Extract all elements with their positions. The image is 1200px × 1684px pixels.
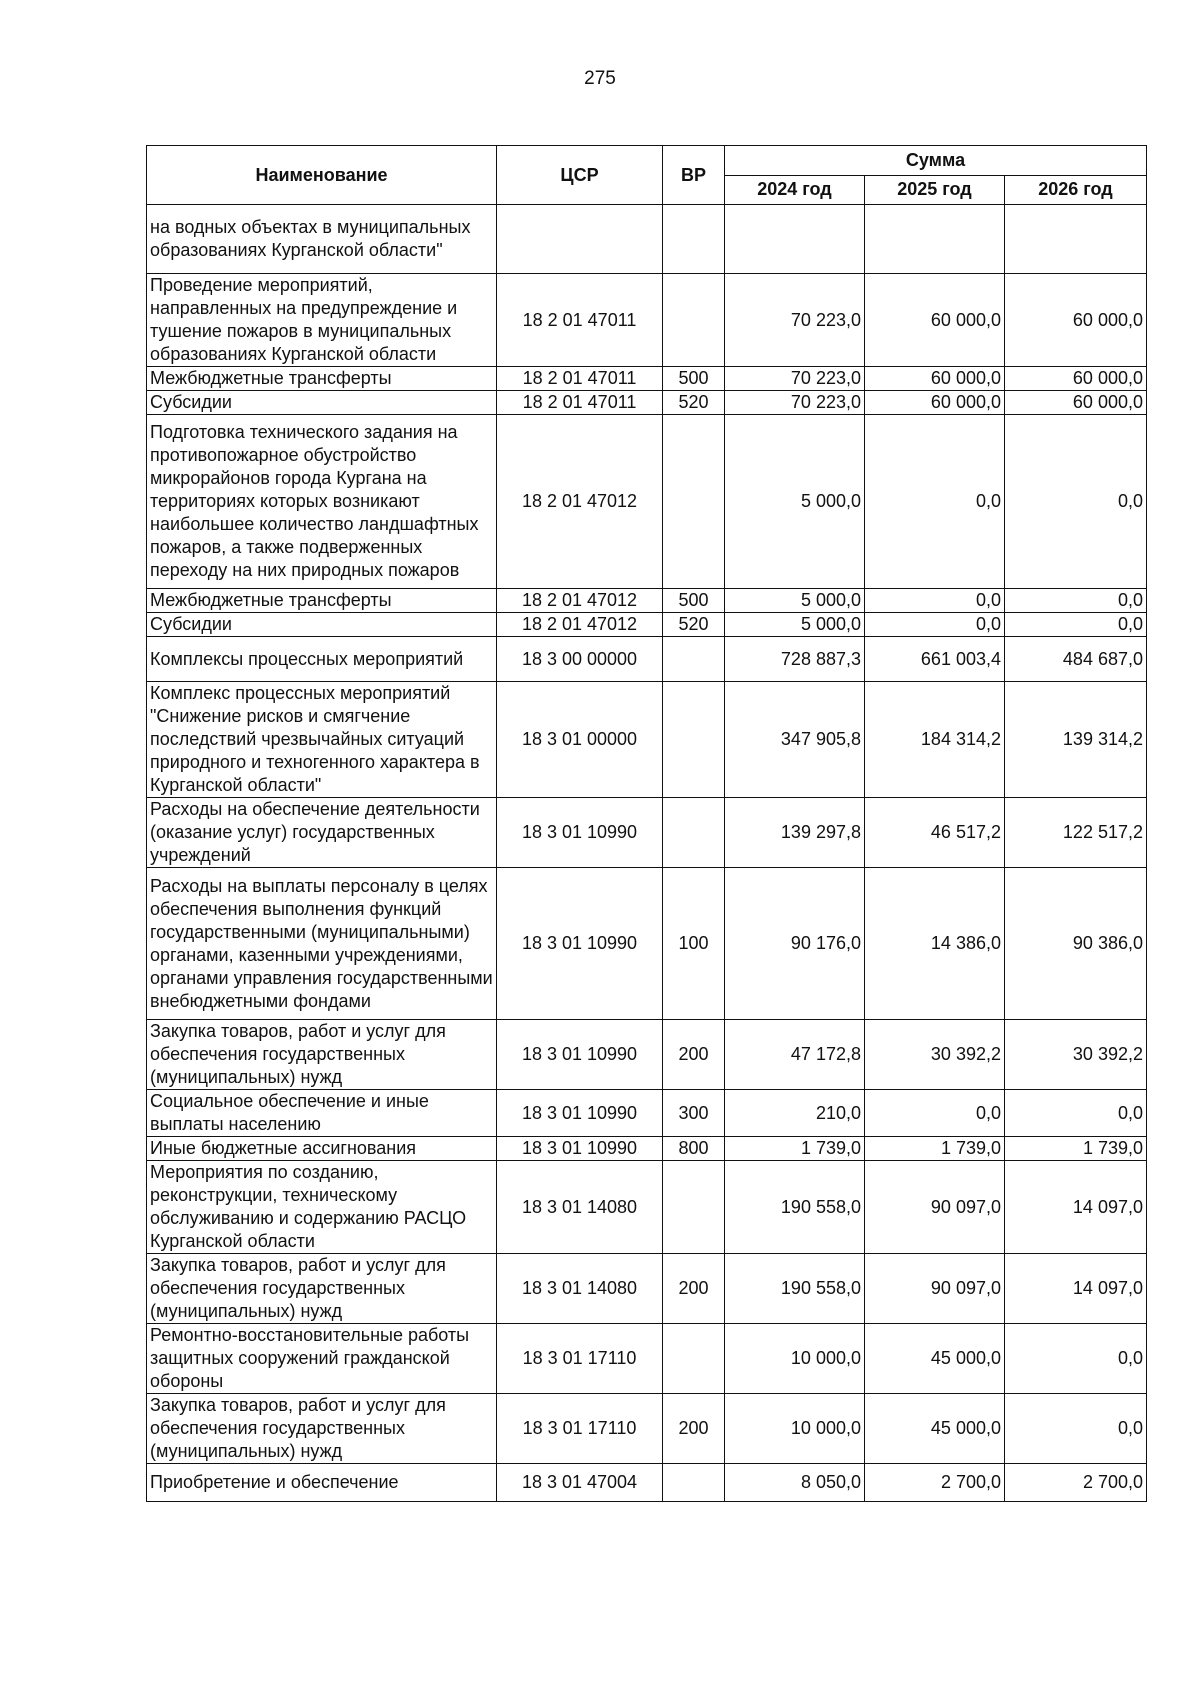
row-vr [663,798,725,868]
row-name: Субсидии [147,613,497,637]
row-value-2026: 60 000,0 [1005,391,1147,415]
row-value-2024: 8 050,0 [725,1464,865,1502]
row-value-2026: 0,0 [1005,1090,1147,1137]
row-vr [663,637,725,682]
row-name: Социальное обеспечение и иные выплаты населению [147,1090,497,1137]
table-row [147,1324,1147,1394]
row-value-2026: 14 097,0 [1005,1254,1147,1324]
row-vr [663,1324,725,1394]
row-value-2025: 0,0 [865,613,1005,637]
row-value-2026: 139 314,2 [1005,682,1147,798]
row-csr: 18 2 01 47012 [497,613,663,637]
row-value-2026: 30 392,2 [1005,1020,1147,1090]
row-value-2025: 1 739,0 [865,1137,1005,1161]
table-row [147,1137,1147,1161]
row-value-2025: 30 392,2 [865,1020,1005,1090]
header-vr: ВР [663,146,725,205]
row-value-2025: 46 517,2 [865,798,1005,868]
row-value-2024: 190 558,0 [725,1254,865,1324]
row-value-2025: 90 097,0 [865,1161,1005,1254]
row-value-2026: 14 097,0 [1005,1161,1147,1254]
row-name: Комплексы процессных мероприятий [147,637,497,682]
row-value-2024: 10 000,0 [725,1394,865,1464]
row-name: Расходы на выплаты персоналу в целях обеспечения выполнения функций государственными (муниципальными) органами, казенными учреждениями, органами управления государственными внебюджетными фондами [147,868,497,1020]
row-value-2024: 5 000,0 [725,415,865,589]
row-value-2025: 0,0 [865,589,1005,613]
table-row [147,1090,1147,1137]
header-csr: ЦСР [497,146,663,205]
row-vr: 500 [663,589,725,613]
row-value-2024: 210,0 [725,1090,865,1137]
row-csr: 18 3 01 10990 [497,1137,663,1161]
row-value-2025: 60 000,0 [865,367,1005,391]
row-value-2024: 70 223,0 [725,391,865,415]
row-vr: 100 [663,868,725,1020]
row-name: на водных объектах в муниципальных образованиях Курганской области" [147,205,497,274]
row-csr: 18 2 01 47012 [497,415,663,589]
row-value-2026: 0,0 [1005,589,1147,613]
row-value-2025: 661 003,4 [865,637,1005,682]
row-value-2024: 5 000,0 [725,589,865,613]
row-vr: 520 [663,391,725,415]
row-value-2024: 5 000,0 [725,613,865,637]
table-row [147,1394,1147,1464]
row-value-2026: 0,0 [1005,613,1147,637]
row-value-2026: 60 000,0 [1005,274,1147,367]
row-vr [663,205,725,274]
row-vr: 520 [663,613,725,637]
row-name: Комплекс процессных мероприятий "Снижение рисков и смягчение последствий чрезвычайных ситуаций природного и техногенного характера в Курганской области" [147,682,497,798]
row-value-2026: 1 739,0 [1005,1137,1147,1161]
row-value-2026: 60 000,0 [1005,367,1147,391]
row-name: Иные бюджетные ассигнования [147,1137,497,1161]
row-name: Межбюджетные трансферты [147,367,497,391]
row-csr: 18 3 01 47004 [497,1464,663,1502]
row-value-2025: 0,0 [865,415,1005,589]
row-value-2024: 728 887,3 [725,637,865,682]
row-csr: 18 3 01 10990 [497,1090,663,1137]
row-vr: 800 [663,1137,725,1161]
budget-table [146,145,1147,1502]
row-csr: 18 3 01 17110 [497,1324,663,1394]
row-value-2024 [725,205,865,274]
row-name: Закупка товаров, работ и услуг для обеспечения государственных (муниципальных) нужд [147,1394,497,1464]
table-row [147,798,1147,868]
row-vr: 200 [663,1254,725,1324]
row-name: Проведение мероприятий, направленных на предупреждение и тушение пожаров в муниципальных образованиях Курганской области [147,274,497,367]
table-row [147,391,1147,415]
row-value-2025: 184 314,2 [865,682,1005,798]
row-value-2026: 122 517,2 [1005,798,1147,868]
table-row [147,1161,1147,1254]
row-value-2026: 0,0 [1005,1394,1147,1464]
row-csr: 18 2 01 47011 [497,274,663,367]
header-year-2025: 2025 год [865,175,1005,205]
row-name: Подготовка технического задания на противопожарное обустройство микрорайонов города Кургана на территориях которых возникают наибольшее количество ландшафтных пожаров, а также подверженных переходу на них природных пожаров [147,415,497,589]
row-value-2024: 47 172,8 [725,1020,865,1090]
row-csr: 18 3 01 10990 [497,1020,663,1090]
page-number: 275 [584,68,616,89]
row-name: Межбюджетные трансферты [147,589,497,613]
table-row [147,1254,1147,1324]
row-value-2026: 90 386,0 [1005,868,1147,1020]
row-vr: 300 [663,1090,725,1137]
row-csr: 18 3 01 10990 [497,798,663,868]
row-name: Мероприятия по созданию, реконструкции, техническому обслуживанию и содержанию РАСЦО Курганской области [147,1161,497,1254]
table-header [147,146,1147,205]
row-value-2026 [1005,205,1147,274]
row-value-2025: 60 000,0 [865,274,1005,367]
row-value-2024: 190 558,0 [725,1161,865,1254]
row-name: Ремонтно-восстановительные работы защитных сооружений гражданской обороны [147,1324,497,1394]
row-csr: 18 3 01 17110 [497,1394,663,1464]
table-row [147,274,1147,367]
row-value-2024: 10 000,0 [725,1324,865,1394]
row-vr [663,1464,725,1502]
table-row [147,1464,1147,1502]
row-csr: 18 3 01 10990 [497,868,663,1020]
row-vr [663,1161,725,1254]
table-row [147,1020,1147,1090]
row-vr: 200 [663,1394,725,1464]
row-value-2025: 14 386,0 [865,868,1005,1020]
table-row [147,415,1147,589]
row-csr: 18 2 01 47011 [497,367,663,391]
header-year-2026: 2026 год [1005,175,1147,205]
row-name: Расходы на обеспечение деятельности (оказание услуг) государственных учреждений [147,798,497,868]
header-year-2024: 2024 год [725,175,865,205]
row-value-2025: 0,0 [865,1090,1005,1137]
row-value-2024: 70 223,0 [725,274,865,367]
row-value-2025: 90 097,0 [865,1254,1005,1324]
row-value-2024: 347 905,8 [725,682,865,798]
row-vr [663,682,725,798]
table-row [147,682,1147,798]
header-name: Наименование [147,146,497,205]
table-body [147,205,1147,1502]
table-row [147,868,1147,1020]
row-name: Закупка товаров, работ и услуг для обеспечения государственных (муниципальных) нужд [147,1254,497,1324]
row-csr: 18 3 01 14080 [497,1254,663,1324]
row-csr: 18 3 01 00000 [497,682,663,798]
row-value-2026: 484 687,0 [1005,637,1147,682]
table-row [147,637,1147,682]
row-csr: 18 2 01 47011 [497,391,663,415]
row-value-2024: 139 297,8 [725,798,865,868]
row-csr [497,205,663,274]
table-row [147,205,1147,274]
row-vr: 200 [663,1020,725,1090]
row-value-2025: 2 700,0 [865,1464,1005,1502]
table-row [147,613,1147,637]
row-name: Субсидии [147,391,497,415]
row-value-2025: 60 000,0 [865,391,1005,415]
row-value-2024: 70 223,0 [725,367,865,391]
row-vr [663,415,725,589]
row-name: Приобретение и обеспечение [147,1464,497,1502]
header-sum: Сумма [725,146,1147,176]
row-value-2026: 0,0 [1005,415,1147,589]
row-value-2025: 45 000,0 [865,1394,1005,1464]
row-value-2025: 45 000,0 [865,1324,1005,1394]
row-value-2024: 1 739,0 [725,1137,865,1161]
table-row [147,589,1147,613]
row-vr: 500 [663,367,725,391]
row-csr: 18 3 00 00000 [497,637,663,682]
row-csr: 18 2 01 47012 [497,589,663,613]
table-row [147,367,1147,391]
row-value-2026: 0,0 [1005,1324,1147,1394]
row-csr: 18 3 01 14080 [497,1161,663,1254]
row-value-2024: 90 176,0 [725,868,865,1020]
row-value-2026: 2 700,0 [1005,1464,1147,1502]
row-name: Закупка товаров, работ и услуг для обеспечения государственных (муниципальных) нужд [147,1020,497,1090]
row-vr [663,274,725,367]
row-value-2025 [865,205,1005,274]
